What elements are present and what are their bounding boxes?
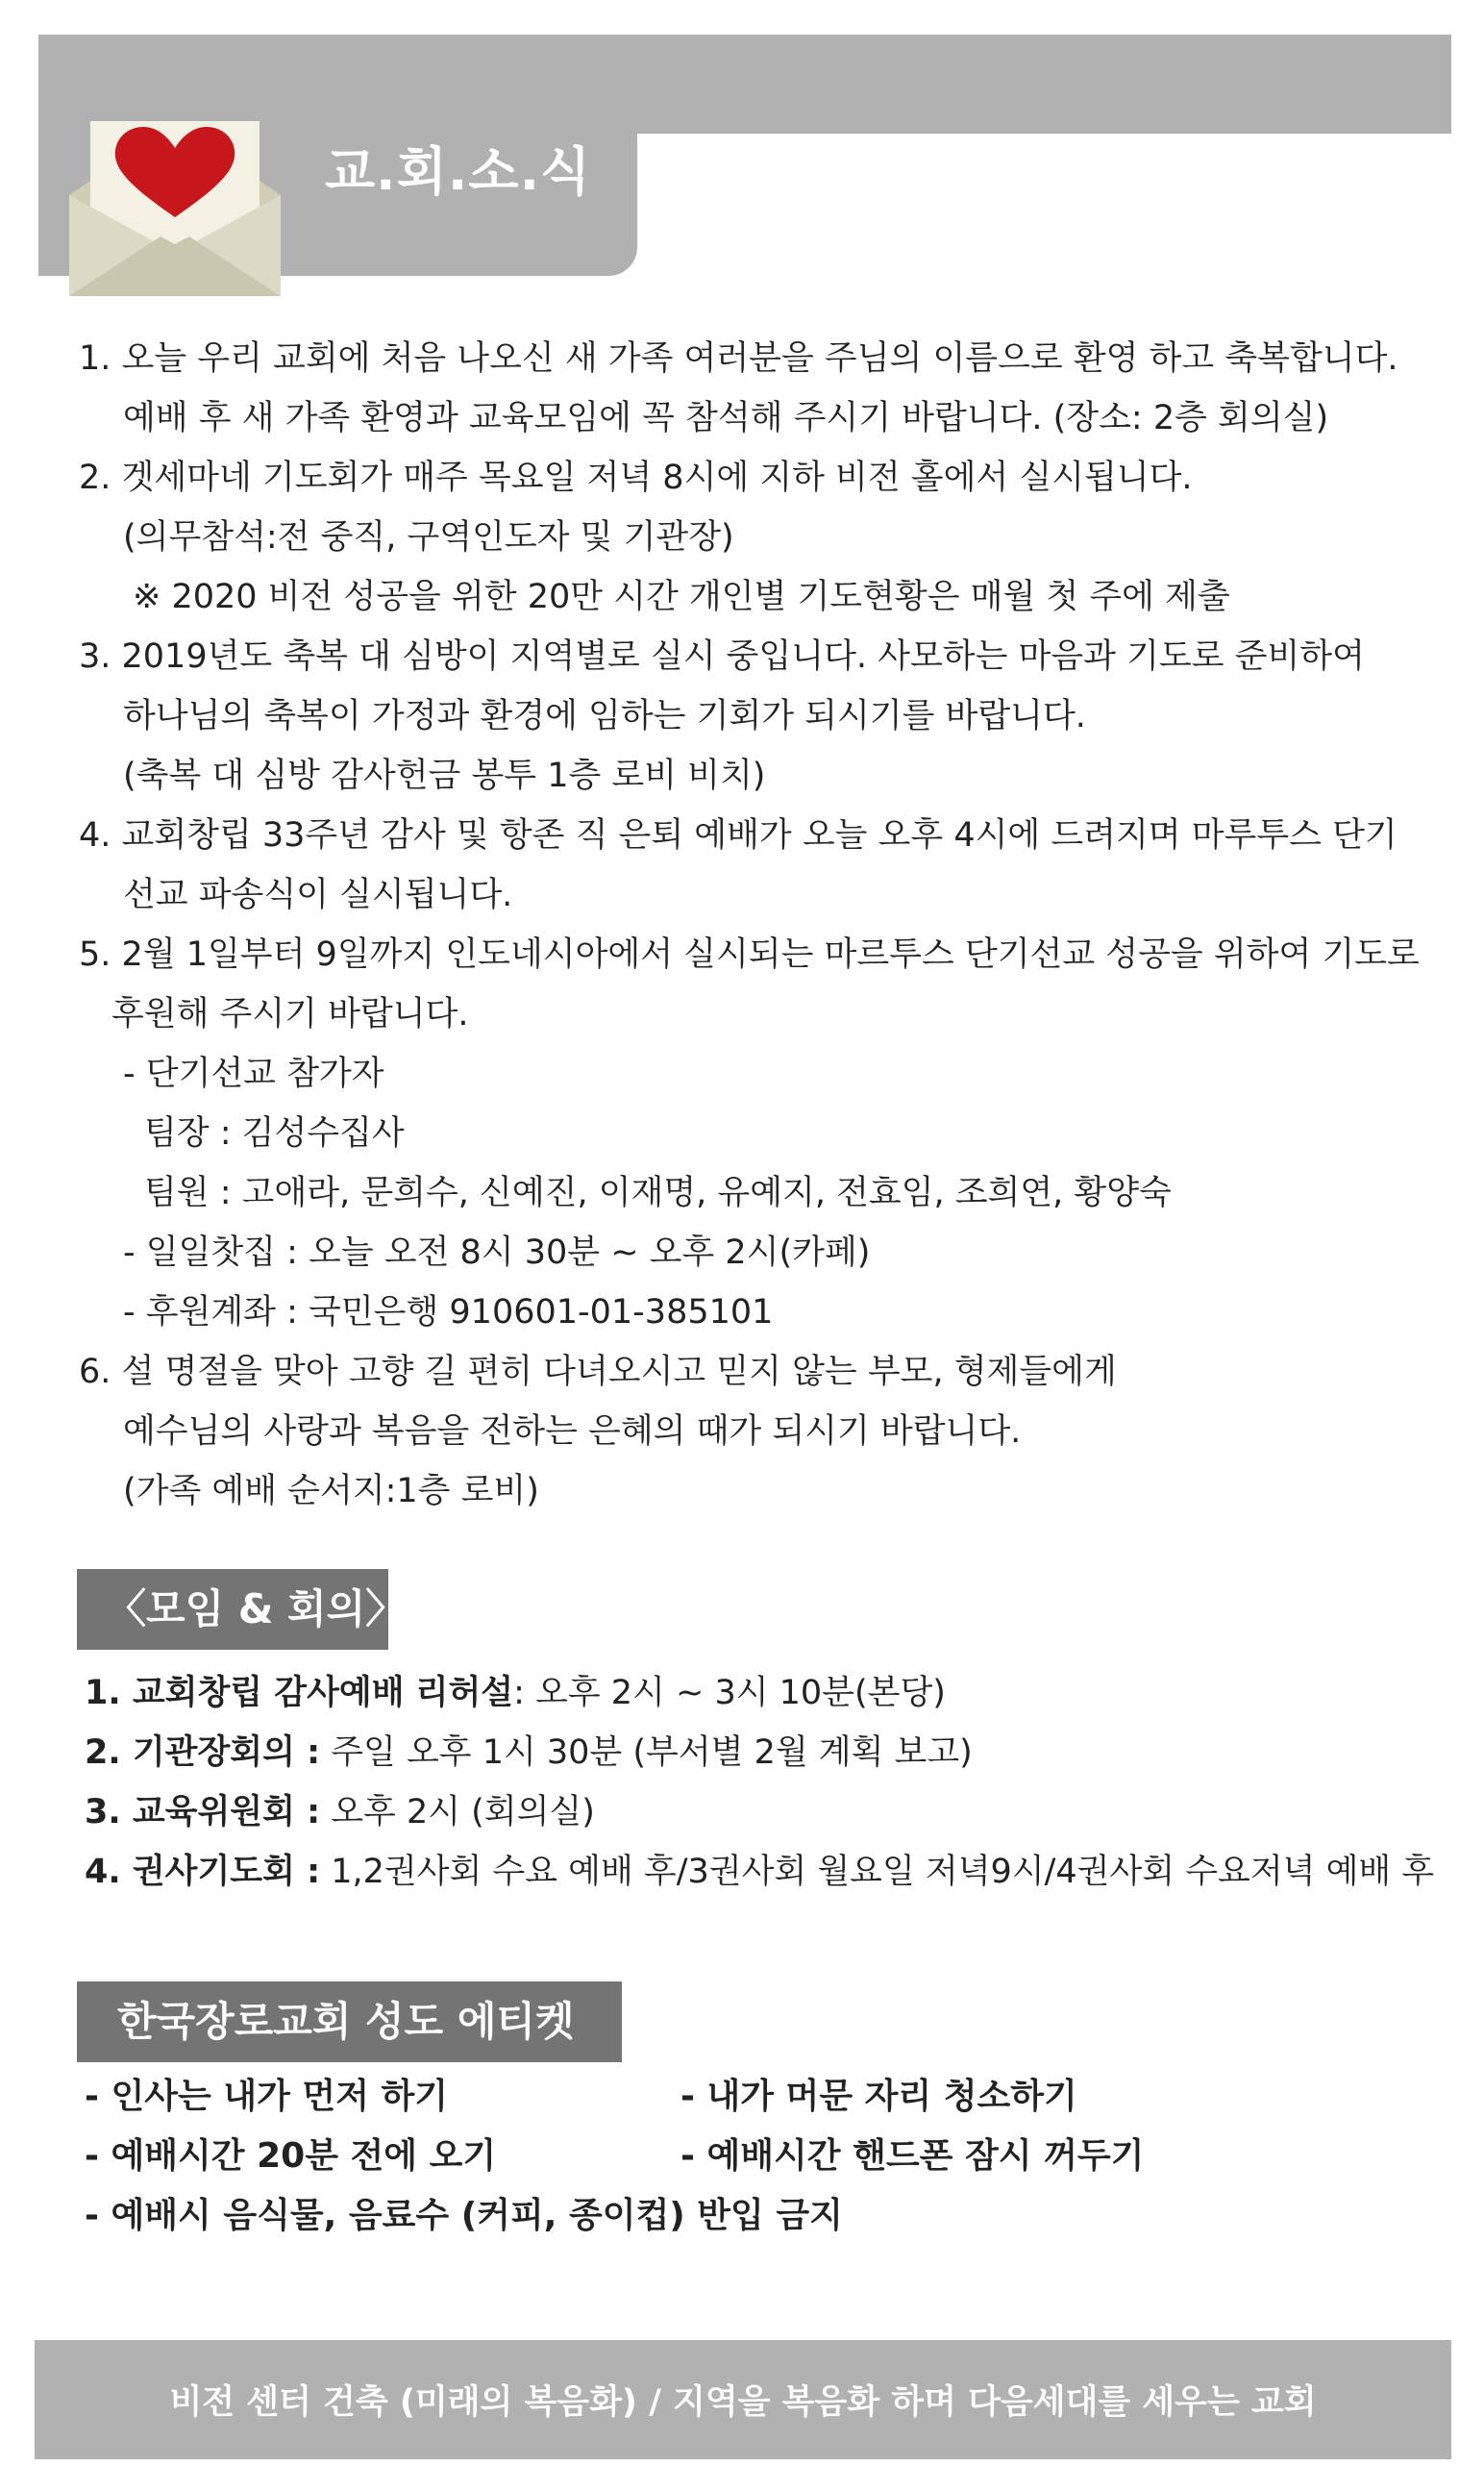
news-line: 4. 교회창립 33주년 감사 및 항존 직 은퇴 예배가 오늘 오후 4시에 드려지며 마루투스 단기 xyxy=(79,816,1397,855)
news-line: 2. 겟세마네 기도회가 매주 목요일 저녁 8시에 지하 비전 홀에서 실시됩니다. xyxy=(79,459,1193,497)
news-line: (의무참석:전 중직, 구역인도자 및 기관장) xyxy=(123,518,734,557)
news-line: - 후원계좌 : 국민은행 910601-01-385101 xyxy=(123,1293,774,1332)
news-line: 팀원 : 고애라, 문희수, 신예진, 이재명, 유예지, 전효임, 조희연, 황양숙 xyxy=(144,1174,1172,1212)
etiquette-item: - 인사는 내가 먼저 하기 xyxy=(85,2077,449,2116)
etiquette-item: - 내가 머문 자리 청소하기 xyxy=(680,2077,1077,2116)
news-line: 6. 설 명절을 맞아 고향 길 편히 다녀오시고 믿지 않는 부모, 형제들에게 xyxy=(79,1353,1117,1391)
meeting-item: 2. 기관장회의 : 주일 오후 1시 30분 (부서별 2월 계획 보고) xyxy=(85,1733,973,1772)
footer-banner: 비전 센터 건축 (미래의 복음화) / 지역을 복음화 하며 다음세대를 세우는 교회 xyxy=(35,2340,1451,2459)
etiquette-item: - 예배시간 20분 전에 오기 xyxy=(85,2136,497,2176)
news-line: 3. 2019년도 축복 대 심방이 지역별로 실시 중입니다. 사모하는 마음과 기도로 준비하여 xyxy=(79,637,1365,676)
news-line: - 단기선교 참가자 xyxy=(123,1055,384,1093)
page-title: 교.회.소.식 xyxy=(325,141,592,202)
news-line: 팀장 : 김성수집사 xyxy=(144,1114,405,1153)
news-line: 후원해 주시기 바랍니다. xyxy=(111,995,469,1034)
news-line: 5. 2월 1일부터 9일까지 인도네시아에서 실시되는 마르투스 단기선교 성공을 위하여 기도로 xyxy=(79,935,1420,974)
meetings-section-label: 〈모임 & 회의〉 xyxy=(77,1569,388,1650)
news-line: 예배 후 새 가족 환영과 교육모임에 꼭 참석해 주시기 바랍니다. (장소: 2층 회의실) xyxy=(123,399,1329,437)
meeting-item: 1. 교회창립 감사예배 리허설: 오후 2시 ~ 3시 10분(본당) xyxy=(85,1674,946,1712)
meeting-item: 3. 교육위원회 : 오후 2시 (회의실) xyxy=(85,1793,595,1831)
etiquette-item: - 예배시 음식물, 음료수 (커피, 종이컵) 반입 금지 xyxy=(85,2196,843,2235)
news-line: 1. 오늘 우리 교회에 처음 나오신 새 가족 여러분을 주님의 이름으로 환영 하고 축복합니다. xyxy=(79,339,1398,378)
envelope-heart-icon xyxy=(69,94,281,296)
news-line: ※ 2020 비전 성공을 위한 20만 시간 개인별 기도현황은 매월 첫 주에 제출 xyxy=(133,578,1230,616)
meeting-item: 4. 권사기도회 : 1,2권사회 수요 예배 후/3권사회 월요일 저녁9시/4권사회 수요저녁 예배 후 xyxy=(85,1853,1435,1891)
etiquette-section-label: 한국장로교회 성도 에티켓 xyxy=(77,1981,622,2062)
news-line: 하나님의 축복이 가정과 환경에 임하는 기회가 되시기를 바랍니다. xyxy=(123,697,1086,735)
news-line: - 일일찻집 : 오늘 오전 8시 30분 ~ 오후 2시(카페) xyxy=(123,1233,871,1272)
news-line: 예수님의 사랑과 복음을 전하는 은혜의 때가 되시기 바랍니다. xyxy=(123,1412,1022,1451)
news-line: (가족 예배 순서지:1층 로비) xyxy=(123,1472,539,1510)
meetings-list xyxy=(85,1663,1449,1902)
etiquette-item: - 예배시간 핸드폰 잠시 꺼두기 xyxy=(680,2136,1145,2176)
news-line: 선교 파송식이 실시됩니다. xyxy=(123,876,513,914)
news-list xyxy=(79,329,1444,1521)
news-line: (축복 대 심방 감사헌금 봉투 1층 로비 비치) xyxy=(123,757,766,795)
